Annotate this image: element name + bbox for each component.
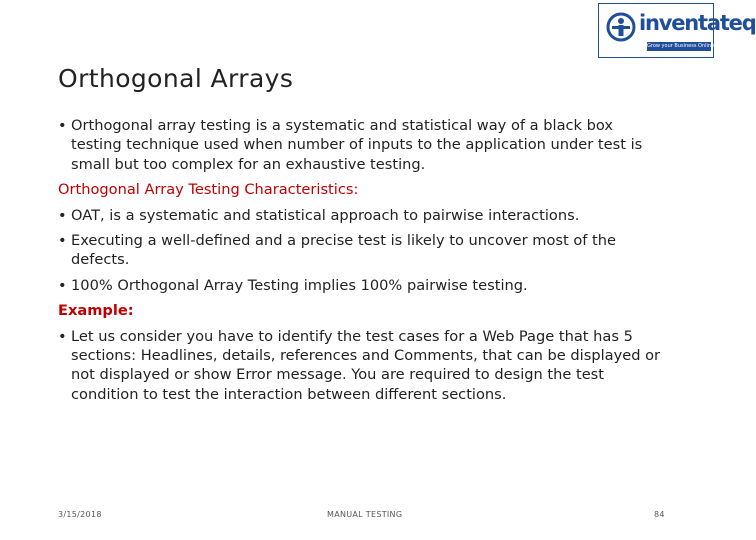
logo-wordmark: inventateq bbox=[639, 11, 756, 35]
logo-tagline: Grow your Business Online bbox=[647, 43, 715, 49]
slide-body bbox=[58, 116, 668, 410]
example-heading: Example: bbox=[58, 302, 134, 320]
intro-bullet: • Orthogonal array testing is a systematic and statistical way of a black box testing technique used when number of inputs to the application under test is small but too complex for an exhaustive testing. bbox=[58, 116, 668, 174]
footer-center-label: MANUAL TESTING bbox=[327, 510, 403, 519]
company-logo bbox=[598, 3, 756, 58]
characteristic-item-2: • Executing a well-defined and a precise test is likely to uncover most of the defects. bbox=[58, 231, 668, 270]
characteristic-item-3: • 100% Orthogonal Array Testing implies 100% pairwise testing. bbox=[58, 276, 668, 295]
characteristics-heading: Orthogonal Array Testing Characteristics: bbox=[58, 181, 359, 199]
characteristic-item-1: • OAT, is a systematic and statistical approach to pairwise interactions. bbox=[58, 206, 668, 225]
footer-page-number: 84 bbox=[654, 510, 665, 519]
example-bullet: • Let us consider you have to identify the test cases for a Web Page that has 5 sections: Headlines, details, references and Comments, that can be displayed or not displayed or show Error message. You are required to design the test condition to test the interaction between different sections. bbox=[58, 327, 668, 405]
logo-mark-icon bbox=[606, 12, 636, 42]
slide-title: Orthogonal Arrays bbox=[58, 64, 294, 93]
footer-date: 3/15/2018 bbox=[58, 510, 102, 519]
